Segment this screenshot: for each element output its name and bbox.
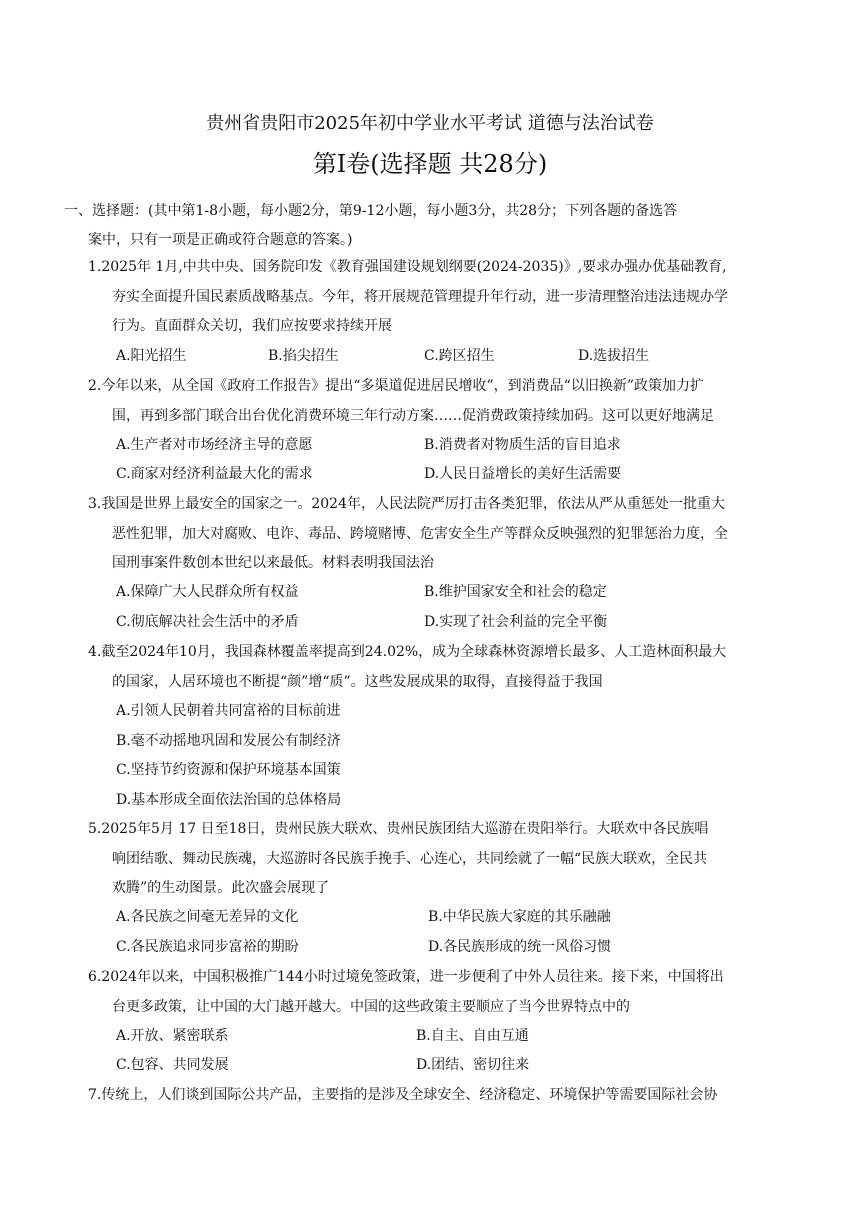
question-6	[88, 963, 786, 1022]
question-3-line-3: 国刑事案件数创本世纪以来最低。材料表明我国法治	[112, 555, 434, 571]
question-5-line-1: 5.2025年5月 17 日至18日，贵州民族大联欢、贵州民族团结大巡游在贵阳举行。大联欢中各民族唱	[88, 821, 709, 837]
question-4-line-1: 4.截至2024年10月，我国森林覆盖率提高到24.02%，成为全球森林资源增长最多、人工造林面积最大	[88, 644, 727, 660]
option-b: B.毫不动摇地巩固和发展公有制经济	[116, 732, 341, 749]
question-2-line-1: 2.今年以来，从全国《政府工作报告》提出“多渠道促进居民增收”，到消费品“以旧换新”政策加力扩	[88, 378, 704, 394]
option-a: A.开放、紧密联系	[116, 1028, 229, 1044]
question-1-line-3: 行为。直面群众关切，我们应按要求持续开展	[112, 318, 392, 334]
question-1	[88, 253, 786, 342]
option-c: C.商家对经济利益最大化的需求	[116, 466, 313, 482]
question-6-line-1: 6.2024年以来，中国积极推广144小时过境免签政策，进一步便利了中外人员往来。接下来，中国将出	[88, 969, 724, 985]
option-a: A.各民族之间毫无差异的文化	[116, 909, 299, 925]
question-2	[88, 372, 786, 431]
option-b: B.自主、自由互通	[416, 1028, 529, 1044]
option-c: C.跨区招生	[424, 348, 495, 364]
option-c: C.坚持节约资源和保护环境基本国策	[116, 762, 341, 778]
option-d: D.基本形成全面依法治国的总体格局	[116, 791, 342, 808]
option-d: D.人民日益增长的美好生活需要	[424, 466, 622, 482]
option-b: B.消费者对物质生活的盲目追求	[424, 437, 621, 453]
question-2-line-2: 围，再到多部门联合出台优化消费环境三年行动方案……促消费政策持续加码。这可以更好地满足	[112, 407, 714, 424]
option-c: C.各民族追求同步富裕的期盼	[116, 939, 299, 955]
section-instructions	[64, 197, 788, 255]
option-a: A.阳光招生	[116, 348, 187, 364]
question-3	[88, 490, 786, 579]
exam-title: 贵州省贵阳市2025年初中学业水平考试 道德与法治试卷	[206, 113, 654, 134]
option-b: B.维护国家安全和社会的稳定	[424, 584, 607, 600]
question-1-line-2: 夯实全面提升国民素质战略基点。今年，将开展规范管理提升年行动，进一步清理整治违法违规办学	[112, 288, 728, 305]
option-d: D.各民族形成的统一风俗习惯	[428, 939, 612, 955]
option-b: B.中华民族大家庭的其乐融融	[428, 909, 611, 925]
question-5-line-3: 欢腾”的生动图景。此次盛会展现了	[112, 880, 330, 896]
option-a: A.保障广大人民群众所有权益	[116, 584, 299, 600]
instruction-line-1: 一、选择题：(其中第1-8小题，每小题2分，第9-12小题，每小题3分，共28分；下列各题的备选答	[64, 203, 678, 219]
question-1-line-1: 1.2025年 1月,中共中央、国务院印发《教育强国建设规划纲要(2024-2035)》,要求办强办优基础教育,	[88, 259, 727, 275]
question-4	[88, 638, 786, 697]
instruction-line-2: 案中，只有一项是正确或符合题意的答案。)	[88, 232, 353, 248]
question-5-line-2: 响团结歌、舞动民族魂，大巡游时各民族手挽手、心连心，共同绘就了一幅“民族大联欢，全民共	[112, 850, 708, 867]
option-a: A.引领人民朝着共同富裕的目标前进	[116, 703, 341, 719]
option-d: D.实现了社会利益的完全平衡	[424, 614, 608, 630]
option-c: C.包容、共同发展	[116, 1057, 229, 1073]
question-4-options	[116, 697, 341, 815]
question-7	[88, 1081, 786, 1111]
question-4-line-2: 的国家，人居环境也不断提“颜”增“质”。这些发展成果的取得，直接得益于我国	[112, 673, 603, 690]
option-d: D.团结、密切往来	[416, 1057, 530, 1073]
option-b: B.掐尖招生	[268, 348, 339, 364]
option-c: C.彻底解决社会生活中的矛盾	[116, 614, 299, 630]
option-d: D.选拔招生	[578, 348, 650, 364]
question-6-line-2: 台更多政策，让中国的大门越开越大。中国的这些政策主要顺应了当今世界特点中的	[112, 998, 630, 1015]
question-3-line-2: 恶性犯罪，加大对腐败、电诈、毒品、跨境赌博、危害安全生产等群众反映强烈的犯罪惩治力度，全	[112, 525, 728, 542]
question-5	[88, 815, 786, 904]
question-3-line-1: 3.我国是世界上最安全的国家之一。2024年，人民法院严厉打击各类犯罪，依法从严从重惩处一批重大	[88, 496, 725, 512]
question-7-line-1: 7.传统上，人们谈到国际公共产品，主要指的是涉及全球安全、经济稳定、环境保护等需要国际社会协	[88, 1087, 718, 1103]
section-subtitle: 第Ⅰ卷(选择题 共28分)	[312, 150, 548, 178]
option-a: A.生产者对市场经济主导的意愿	[116, 437, 313, 453]
